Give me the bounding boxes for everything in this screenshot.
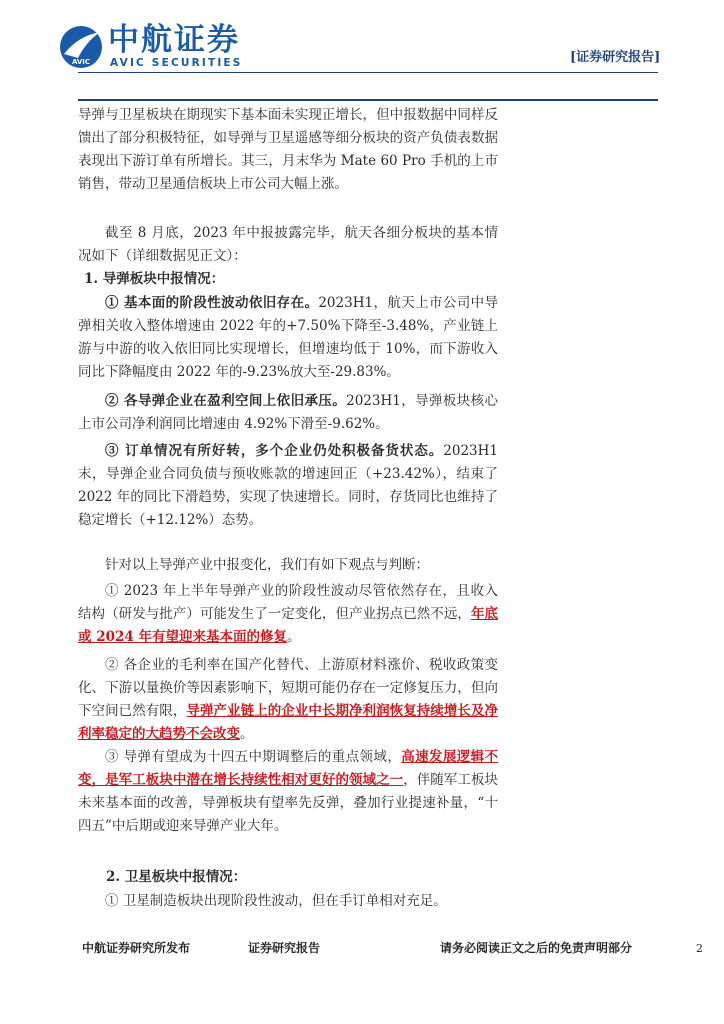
view-item-3-end: ，伴随军工板块未来基本面的改善，导弹板块有望率先反弹，叠加行业提速补量，“十四五”中后期或迎来导弹产业大年。 (78, 772, 499, 834)
missile-item-3-lead: ③ 订单情况有所好转，多个企业仍处积极备货状态。 (105, 443, 444, 459)
page-header (0, 0, 724, 102)
avic-logo-icon (58, 24, 104, 70)
view-item-1-end: 。 (286, 629, 301, 645)
missile-item-2-text: 2023H1，导弹板块核心上市公司净利润同比增速由 4.92%下滑至-9.62%。 (78, 393, 499, 432)
view-item-1-text: ① 2023 年上半年导弹产业的阶段性波动尽管依然存在，且收入结构（研发与批产）可能发生了一定变化，但产业拐点已然不远， (78, 583, 498, 622)
missile-item-3-text: 2023H1 末，导弹企业合同负债与预收账款的增速回正（+23.42%），结束了 2022 年的同比下滑趋势，实现了快速增长。同时，存货同比也维持了稳定增长（+12.12%）态势。 (78, 443, 498, 528)
view-item-2 (78, 654, 498, 746)
section-satellite-title: 2. 卫星板块中报情况： (106, 869, 247, 885)
missile-item-1-text: 2023H1，航天上市公司中导弹相关收入整体增速由 2022 年的+7.50%下降至-3.48%，产业链上游与中游的收入依旧同比实现增长，但增速均低于 10%，而下游收入同比下降幅度由 2022 年的-9.23%放大至-29.83%。 (78, 295, 499, 380)
view-item-2-text: ② 各企业的毛利率在国产化替代、上游原材料涨价、税收政策变化、下游以量换价等因素影响下，短期可能仍存在一定修复压力，但向下空间已然有限， (78, 657, 498, 719)
footer-report-type: 证券研究报告 (248, 941, 321, 955)
view-item-1-highlight: 年底或 2024 年有望迎来基本面的修复 (78, 606, 499, 645)
logo-badge: AVIC (71, 58, 91, 66)
view-item-3-highlight: 高速发展逻辑不变，是军工板块中潜在增长持续性相对更好的领域之一 (78, 749, 498, 788)
view-item-2-highlight: 导弹产业链上的企业中长期净利润恢复持续增长及净利率稳定的大趋势不会改变 (78, 703, 499, 742)
view-item-3 (78, 746, 498, 838)
section-missile-title: 1. 导弹板块中报情况： (84, 271, 225, 287)
satellite-item-1: ① 卫星制造板块出现阶段性波动，但在手订单相对充足。 (105, 893, 447, 909)
paragraph-views-intro: 针对以上导弹产业中报变化，我们有如下观点与判断： (105, 557, 429, 573)
page-footer (0, 936, 724, 966)
header-divider (78, 72, 658, 73)
view-item-3-text: ③ 导弹有望成为十四五中期调整后的重点领域， (105, 749, 402, 765)
footer-publisher: 中航证券研究所发布 (82, 941, 191, 955)
missile-item-1-lead: ① 基本面的阶段性波动依旧存在。 (105, 295, 319, 311)
logo-chinese-name: 中航证券 (108, 22, 240, 58)
page-number: 2 (696, 942, 703, 955)
missile-item-1 (78, 292, 498, 384)
missile-item-2 (78, 390, 498, 436)
logo-english-name: AVIC SECURITIES (110, 57, 243, 69)
report-type-tag: [证券研究报告] (570, 50, 661, 65)
view-item-2-end: 。 (240, 726, 254, 742)
footer-disclaimer: 请务必阅读正文之后的免责声明部分 (440, 941, 633, 955)
header-divider-thick (78, 99, 658, 101)
missile-item-3 (78, 440, 498, 532)
missile-item-2-lead: ② 各导弹企业在盈利空间上依旧承压。 (105, 393, 347, 409)
paragraph-intro: 导弹与卫星板块在期现实下基本面未实现正增长，但中报数据中同样反馈出了部分积极特征，如导弹与卫星遥感等细分板块的资产负债表数据表现出下游订单有所增长。其三，月末华为 Mate 60 Pro 手机的上市销售，带动卫星通信板块上市公司大幅上涨。 (78, 107, 498, 192)
paragraph-summary: 截至 8 月底，2023 年中报披露完毕，航天各细分板块的基本情况如下（详细数据见正文）： (78, 225, 498, 264)
view-item-1 (78, 580, 498, 649)
